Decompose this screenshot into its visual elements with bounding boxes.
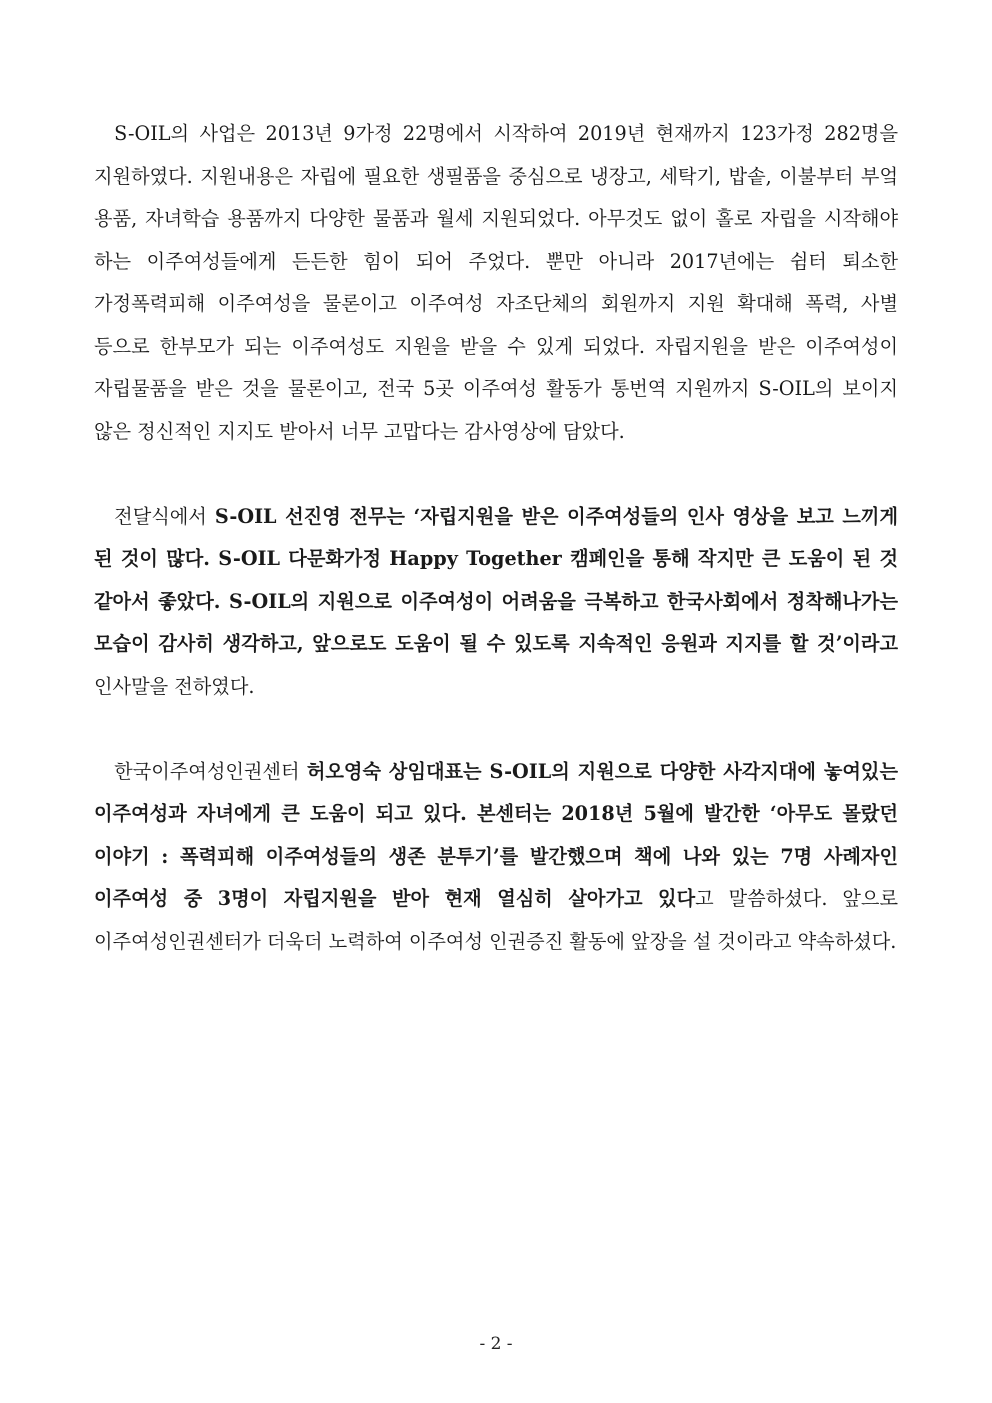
paragraph-center-remarks (94, 751, 898, 964)
paragraph-2-lead: 전달식에서 (114, 504, 215, 528)
paragraph-2-tail: 인사말을 전하였다. (94, 674, 255, 698)
paragraph-2-bold: S-OIL 선진영 전무는 ‘자립지원을 받은 이주여성들의 인사 영상을 보고 느끼게 된 것이 많다. S-OIL 다문화가정 Happy Together 캠페인을 통해 작지만 큰 도움이 된 것 같아서 좋았다. S-OIL의 지원으로 이주여성이 어려움을 극복하고 한국사회에서 정착해나가는 모습이 감사히 생각하고, 앞으로도 도움이 될 수 있도록 지속적인 응원과 지지를 할 것’이라고 (94, 504, 898, 655)
paragraph-ceremony-remarks (94, 496, 898, 709)
paragraph-1-text: S-OIL의 사업은 2013년 9가정 22명에서 시작하여 2019년 현재까지 123가정 282명을 지원하였다. 지원내용은 자립에 필요한 생필품을 중심으로 냉장고, 세탁기, 밥솥, 이불부터 부엌 용품, 자녀학습 용품까지 다양한 물품과 월세 지원되었다. 아무것도 없이 홀로 자립을 시작해야 하는 이주여성들에게 든든한 힘이 되어 주었다. 뿐만 아니라 2017년에는 쉼터 퇴소한 가정폭력피해 이주여성을 물론이고 이주여성 자조단체의 회원까지 지원 확대해 폭력, 사별 등으로 한부모가 되는 이주여성도 지원을 받을 수 있게 되었다. 자립지원을 받은 이주여성이 자립물품을 받은 것을 물론이고, 전국 5곳 이주여성 활동가 통번역 지원까지 S-OIL의 보이지 않은 정신적인 지지도 받아서 너무 고맙다는 감사영상에 담았다. (94, 122, 898, 443)
paragraph-soil-support-history (94, 113, 898, 453)
paragraph-3-tail: 고 말씀하셨다. 앞으로 이주여성인권센터가 더욱더 노력하여 이주여성 인권증진 활동에 앞장을 설 것이라고 약속하셨다. (94, 887, 898, 953)
paragraph-3-bold: 허오영숙 상임대표는 S-OIL의 지원으로 다양한 사각지대에 놓여있는 이주여성과 자녀에게 큰 도움이 되고 있다. 본센터는 2018년 5월에 발간한 ‘아무도 몰랐던 이야기 : 폭력피해 이주여성들의 생존 분투기’를 발간했으며 책에 나와 있는 7명 사례자인 이주여성 중 3명이 자립지원을 받아 현재 열심히 살아가고 있다 (94, 759, 899, 910)
page-number: - 2 - (479, 1334, 513, 1354)
document-body (94, 113, 898, 1006)
paragraph-3-lead: 한국이주여성인권센터 (114, 759, 307, 783)
